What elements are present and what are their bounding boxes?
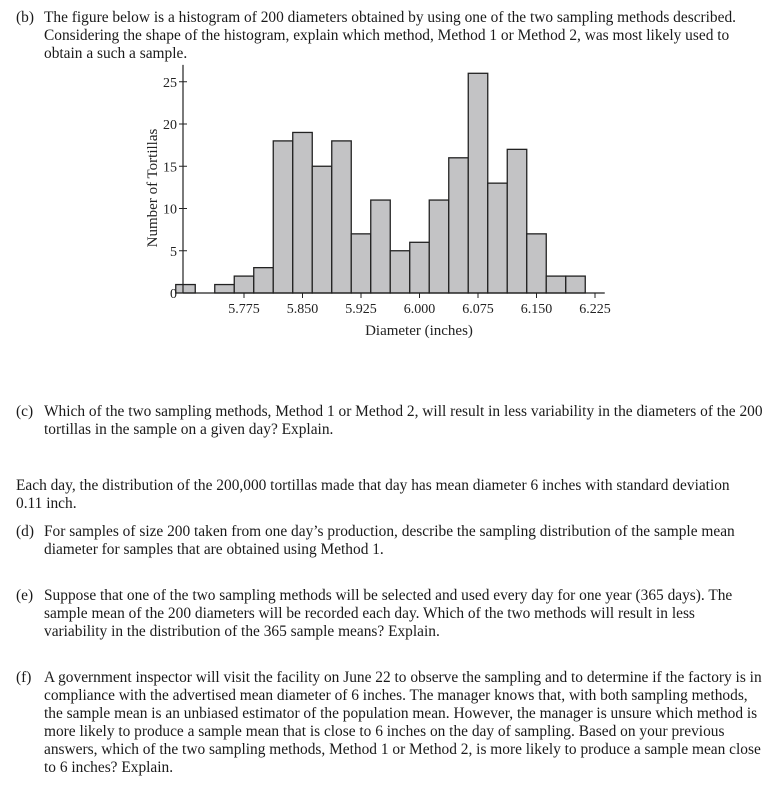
question-e-label: (e) bbox=[16, 587, 34, 604]
question-d bbox=[16, 523, 766, 559]
question-d-label: (d) bbox=[16, 523, 34, 540]
x-tick-label: 5.850 bbox=[286, 302, 319, 317]
histogram-bar bbox=[546, 276, 566, 293]
histogram-bar bbox=[488, 183, 508, 293]
y-tick-label: 5 bbox=[170, 244, 177, 260]
y-tick-label: 20 bbox=[163, 118, 177, 133]
histogram-bar bbox=[215, 285, 235, 293]
x-tick-label: 6.150 bbox=[520, 302, 553, 317]
histogram-bar bbox=[254, 268, 274, 293]
histogram-bar bbox=[332, 141, 352, 293]
question-c-text: Which of the two sampling methods, Method 1 or Method 2, will result in less variability in the diameters of the 200 tortillas in the sample on a given day? Explain. bbox=[44, 403, 763, 438]
y-tick-label: 15 bbox=[163, 160, 177, 176]
histogram-bar bbox=[527, 234, 547, 293]
histogram-chart bbox=[0, 0, 773, 350]
y-tick-label: 0 bbox=[170, 287, 177, 302]
histogram-bar bbox=[429, 200, 449, 293]
histogram-bar bbox=[273, 141, 293, 293]
histogram-bar bbox=[468, 73, 488, 293]
question-c bbox=[16, 403, 766, 439]
question-d-text: For samples of size 200 taken from one day’s production, describe the sampling distribution of the sample mean diameter for samples that are obtained using Method 1. bbox=[44, 523, 735, 558]
histogram-bar bbox=[293, 132, 313, 293]
question-b-text: The figure below is a histogram of 200 diameters obtained by using one of the two sampling methods described. Considering the shape of the histogram, explain which method, Method 1 or Method 2, was most likely used to obtain a such a sample. bbox=[44, 9, 736, 62]
histogram-bar bbox=[312, 166, 332, 293]
histogram-bar bbox=[371, 200, 391, 293]
question-f-label: (f) bbox=[16, 669, 32, 686]
question-b-label: (b) bbox=[16, 9, 34, 26]
histogram-bar bbox=[176, 285, 196, 293]
histogram-bar bbox=[507, 149, 527, 293]
histogram-bars bbox=[176, 73, 586, 293]
histogram-bar bbox=[390, 251, 410, 293]
histogram-bar bbox=[351, 234, 371, 293]
histogram-bar bbox=[410, 242, 430, 293]
y-tick-label: 10 bbox=[163, 202, 177, 218]
x-tick-label: 5.925 bbox=[345, 302, 377, 317]
x-tick-label: 6.075 bbox=[462, 302, 494, 317]
x-axis-label: Diameter (inches) bbox=[365, 323, 473, 339]
intro-paragraph: Each day, the distribution of the 200,000 tortillas made that day has mean diameter 6 inches with standard deviation 0.11 inch. bbox=[16, 477, 730, 512]
question-f bbox=[16, 669, 766, 777]
y-axis-label: Number of Tortillas bbox=[145, 128, 161, 248]
x-tick-label: 5.775 bbox=[228, 302, 260, 317]
question-f-text: A government inspector will visit the facility on June 22 to observe the sampling and to determine if the factory is in compliance with the advertised mean diameter of 6 inches. The manager knows that, with both sampling methods, the sample mean is an unbiased estimator of the population mean. However, the manager is unsure which method is more likely to produce a sample mean that is close to 6 inches on the day of sampling. Based on your previous answers, which of the two sampling methods, Method 1 or Method 2, is more likely to produce a sample mean close to 6 inches? Explain. bbox=[44, 669, 762, 776]
histogram-bar bbox=[449, 158, 469, 293]
histogram-bar bbox=[566, 276, 586, 293]
question-c-label: (c) bbox=[16, 403, 34, 420]
question-e bbox=[16, 587, 766, 641]
x-tick-label: 6.225 bbox=[579, 302, 611, 317]
y-tick-label: 25 bbox=[163, 75, 177, 91]
question-e-text: Suppose that one of the two sampling methods will be selected and used every day for one year (365 days). The sample mean of the 200 diameters will be recorded each day. Which of the two methods will result in less variability in the distribution of the 365 sample means? Explain. bbox=[44, 587, 733, 640]
histogram-svg bbox=[0, 0, 773, 350]
x-tick-label: 6.000 bbox=[403, 302, 436, 317]
histogram-bar bbox=[234, 276, 254, 293]
